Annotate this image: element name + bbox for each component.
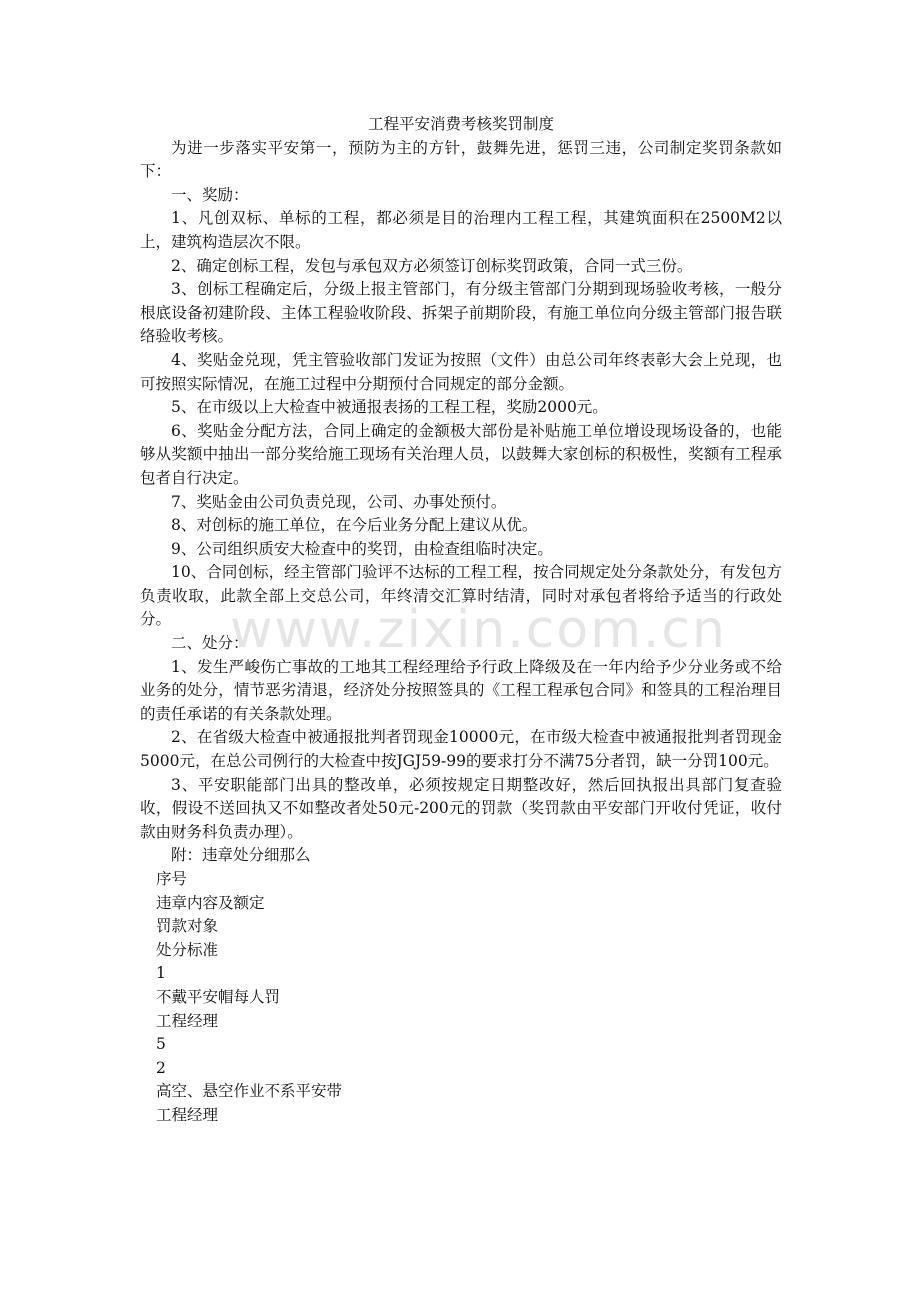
intro-paragraph: 为进一步落实平安第一，预防为主的方针，鼓舞先进，惩罚三违，公司制定奖罚条款如下： (140, 138, 782, 181)
penalty-item: 3、平安职能部门出具的整改单，必须按规定日期整改好，然后回执报出具部门复查验收，假设不送回执又不如整改者处50元-200元的罚款（奖罚款由平安部门开收付凭证，收付款由财务科负责办理）。 (140, 775, 782, 841)
appendix-line: 5 (156, 1035, 166, 1054)
reward-item: 5、在市级以上大检查中被通报表扬的工程工程，奖励2000元。 (171, 398, 608, 417)
reward-item: 7、奖贴金由公司负责兑现，公司、办事处预付。 (171, 492, 507, 511)
appendix-line: 高空、悬空作业不系平安带 (156, 1082, 343, 1101)
section-heading-rewards: 一、奖励： (171, 185, 249, 204)
document-page (140, 113, 782, 1128)
appendix-line: 1 (156, 964, 166, 983)
section-heading-penalties: 二、处分： (171, 634, 249, 653)
reward-item: 3、创标工程确定后，分级上报主管部门，有分级主管部门分期到现场验收考核，一般分根底设备初建阶段、主体工程验收阶段、拆架子前期阶段，有施工单位向分级主管部门报告联络验收考核。 (140, 280, 782, 346)
appendix-line: 工程经理 (156, 1011, 219, 1030)
reward-item: 9、公司组织质安大检查中的奖罚，由检查组临时决定。 (171, 539, 553, 558)
appendix-line: 序号 (156, 870, 188, 888)
reward-item: 2、确定创标工程，发包与承包双方必须签订创标奖罚政策，合同一式三份。 (171, 256, 693, 275)
penalty-item: 1、发生严峻伤亡事故的工地其工程经理给予行政上降级及在一年内给予少分业务或不给业务的处分，情节恶劣清退，经济处分按照签具的《工程工程承包合同》和签具的工程治理目的责任承诺的有关条款处理。 (140, 657, 782, 723)
reward-item: 1、凡创双标、单标的工程，都必须是目的治理内工程工程，其建筑面积在2500M2以上，建筑构造层次不限。 (140, 209, 782, 251)
appendix-list (140, 868, 782, 1128)
reward-item: 6、奖贴金分配方法，合同上确定的金额极大部份是补贴施工单位增设现场设备的，也能够从奖额中抽出一部分奖给施工现场有关治理人员，以鼓舞大家创标的积极性，奖额有工程承包者自行决定。 (140, 421, 782, 487)
watermark-text: www.zixin.com.cn (230, 600, 727, 660)
reward-item: 10、合同创标，经主管部门验评不达标的工程工程，按合同规定处分条款处分，有发包方负责收取，此款全部上交总公司，年终清交汇算时结清，同时对承包者将给予适当的行政处分。 (140, 563, 782, 629)
penalty-item: 2、在省级大检查中被通报批判者罚现金10000元，在市级大检查中被通报批判者罚现金5000元，在总公司例行的大检查中按JGJ59-99的要求打分不满75分者罚，缺一分罚100元。 (140, 728, 782, 771)
appendix-line: 罚款对象 (156, 917, 219, 936)
reward-item: 8、对创标的施工单位，在今后业务分配上建议从优。 (171, 516, 538, 535)
appendix-line: 违章内容及额定 (156, 893, 265, 912)
appendix-line: 工程经理 (156, 1105, 219, 1124)
appendix-line: 不戴平安帽每人罚 (156, 987, 281, 1006)
appendix-line: 处分标准 (156, 940, 219, 959)
appendix-line: 2 (156, 1058, 166, 1077)
appendix-heading: 附：违章处分细那么 (171, 846, 311, 865)
reward-item: 4、奖贴金兑现，凭主管验收部门发证为按照（文件）由总公司年终表彰大会上兑现，也可按照实际情况，在施工过程中分期预付合同规定的部分金额。 (140, 350, 782, 393)
document-title: 工程平安消费考核奖罚制度 (367, 115, 554, 133)
